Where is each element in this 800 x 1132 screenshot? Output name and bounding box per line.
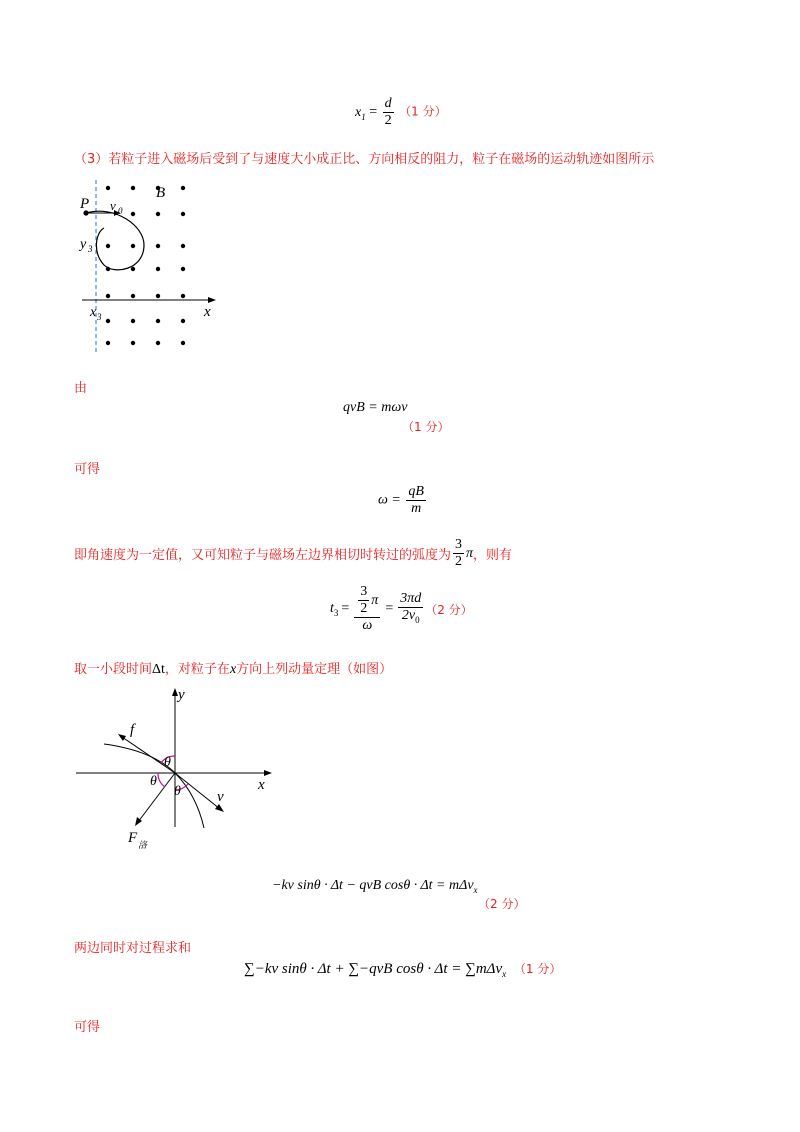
figure-force-diagram (74, 682, 284, 852)
figure-trajectory (74, 170, 234, 360)
angle-arc-lower-left (158, 773, 165, 787)
equation-force: qvB = mωv (343, 400, 408, 415)
equation-t3: $t_3$ = $\frac{3}{2}$ π ω = $\frac{3\pi d}{2v_0}$ （2 分） (330, 584, 473, 633)
t3-result-fraction: $\frac{3\pi d}{2v_0}$ (400, 590, 422, 625)
trajectory-curve (86, 211, 144, 270)
label-x3: x (90, 305, 97, 320)
label-y3: y (80, 237, 87, 252)
label-v0: v (110, 198, 116, 213)
equation-x1: $x_1$ = $\frac{d}{2}$ （1 分） (355, 96, 447, 128)
angular-text: 即角速度为一定值，又可知粒子与磁场左边界相切时转过的弧度为 $\frac{3}{2}$ π ，则有 (74, 537, 513, 569)
x1-fraction: $\frac{d}{2}$ (384, 96, 392, 128)
kede-label-2: 可得 (74, 1020, 101, 1035)
score-label: （1 分） (513, 962, 562, 976)
label-theta-2: θ (150, 774, 157, 789)
label-x-axis: x (204, 304, 211, 320)
svg-text:0: 0 (118, 206, 123, 216)
omega-fraction: $\frac{qB}{m}$ (408, 484, 424, 516)
equation-sum: ∑−kv sinθ · Δt + ∑−qvB cosθ · Δt = ∑mΔv$_x$ （1 分） (244, 961, 562, 979)
label-y: y (178, 687, 185, 703)
label-f-lorentz: F (128, 830, 138, 846)
by-label: 由 (74, 381, 88, 396)
part3-text: （3）若粒子进入磁场后受到了与速度大小成正比、方向相反的阻力，粒子在磁场的运动轨迹如图所示 (74, 152, 655, 167)
svg-text:洛: 洛 (138, 840, 148, 850)
momentum-text: 取一小段时间Δt，对粒子在x方向上列动量定理（如图） (74, 662, 393, 677)
x1-symbol: $x_1$ (355, 104, 366, 122)
angular-fraction: $\frac{3}{2}$ (455, 537, 463, 569)
label-theta-3: θ (174, 784, 181, 799)
sum-label: 两边同时对过程求和 (74, 941, 192, 956)
label-f: f (130, 722, 135, 738)
score-label: （1 分） (399, 104, 447, 119)
svg-text:3: 3 (88, 244, 93, 254)
kede-label-1: 可得 (74, 462, 101, 477)
score-label: （2 分） (478, 897, 526, 911)
velocity-vector (175, 773, 220, 809)
svg-text:3: 3 (97, 312, 102, 322)
equation-momentum: −kv sinθ · Δt − qvB cosθ · Δt = mΔv$_x$ (272, 878, 478, 895)
label-b: B (156, 185, 166, 201)
score-label: （1 分） (402, 420, 450, 434)
t3-fraction: $\frac{3}{2}$ π ω (354, 584, 380, 634)
label-x: x (258, 777, 265, 793)
score-label: （2 分） (425, 602, 473, 617)
equation-omega: ω = $\frac{qB}{m}$ (378, 484, 424, 516)
label-theta-1: θ (164, 755, 171, 770)
label-p: P (80, 196, 90, 212)
label-v: v (217, 789, 224, 805)
